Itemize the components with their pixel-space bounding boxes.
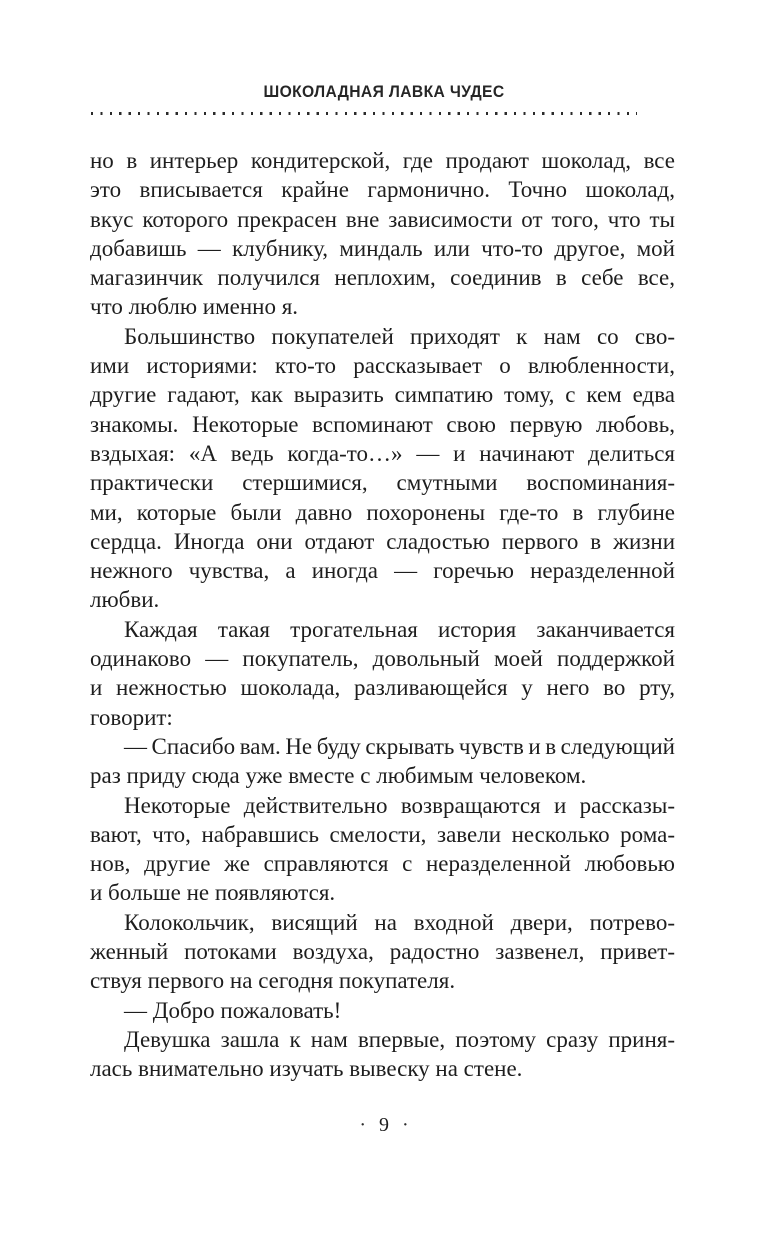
folio-ornament-right: · bbox=[402, 1114, 409, 1136]
paragraph bbox=[90, 146, 675, 322]
text-line: лась внимательно изучать вывеску на стене. bbox=[90, 1056, 523, 1082]
text-line: Большинство покупателей приходят к нам со сво- bbox=[124, 323, 675, 349]
text-line: — Добро пожаловать! bbox=[124, 997, 342, 1023]
text-line: говорит: bbox=[90, 704, 173, 730]
text-line: сердца. Иногда они отдают сладостью первого в жизни bbox=[90, 528, 675, 554]
text-line: вкус которого прекрасен вне зависимости от того, что ты bbox=[90, 206, 675, 232]
page-footer bbox=[0, 1112, 768, 1138]
text-line: добавишь — клубнику, миндаль или что-то другое, мой bbox=[90, 235, 675, 261]
text-line: — Спасибо вам. Не буду скрывать чувств и в следующий bbox=[124, 733, 675, 759]
text-line: женный потоками воздуха, радостно зазвенел, привет- bbox=[90, 939, 675, 965]
paragraph bbox=[90, 615, 675, 732]
text-line: магазинчик получился неплохим, соединив в себе все, bbox=[90, 265, 675, 291]
text-line: любви. bbox=[90, 587, 160, 613]
paragraph bbox=[90, 996, 675, 1025]
text-line: что люблю именно я. bbox=[90, 294, 299, 320]
text-line: раз приду сюда уже вместе с любимым человеком. bbox=[90, 763, 587, 789]
text-line: знакомы. Некоторые вспоминают свою первую любовь, bbox=[90, 411, 675, 437]
text-line: вают, что, набравшись смелости, завели несколько рома- bbox=[90, 821, 675, 847]
text-line: это вписывается крайне гармонично. Точно шоколад, bbox=[90, 177, 675, 203]
text-line: нов, другие же справляются с неразделенной любовью bbox=[90, 851, 675, 877]
folio-ornament-left: · bbox=[359, 1114, 366, 1136]
body-text bbox=[90, 146, 675, 1084]
text-line: но в интерьер кондитерской, где продают шоколад, все bbox=[90, 148, 675, 173]
paragraph bbox=[90, 908, 675, 996]
text-line: Девушка зашла к нам впервые, поэтому сразу приня- bbox=[124, 1026, 675, 1052]
paragraph bbox=[90, 732, 675, 791]
dotted-rule bbox=[91, 112, 637, 115]
text-line: практически стершимися, смутными воспоминания- bbox=[90, 470, 675, 496]
text-line: Каждая такая трогательная история заканчивается bbox=[124, 616, 675, 642]
text-line: другие гадают, как выразить симпатию тому, с кем едва bbox=[90, 382, 675, 408]
text-line: вздыхая: «А ведь когда-то…» — и начинают делиться bbox=[90, 440, 675, 466]
paragraph bbox=[90, 1025, 675, 1084]
text-line: ствуя первого на сегодня покупателя. bbox=[90, 968, 456, 994]
chapter-title: ШОКОЛАДНАЯ ЛАВКА ЧУДЕС bbox=[263, 82, 505, 101]
text-line: ими историями: кто-то рассказывает о влюбленности, bbox=[90, 353, 675, 379]
text-line: одинаково — покупатель, довольный моей поддержкой bbox=[90, 646, 675, 672]
paragraph bbox=[90, 322, 675, 615]
text-line: Колокольчик, висящий на входной двери, потрево- bbox=[124, 909, 675, 935]
running-header bbox=[0, 82, 768, 103]
text-line: ми, которые были давно похоронены где-то в глубине bbox=[90, 499, 675, 525]
text-line: и больше не появляются. bbox=[90, 880, 336, 906]
text-line: и нежностью шоколада, разливающейся у него во рту, bbox=[90, 675, 675, 701]
page-number: 9 bbox=[379, 1114, 389, 1136]
text-line: Некоторые действительно возвращаются и рассказы- bbox=[124, 792, 675, 818]
text-line: нежного чувства, а иногда — горечью неразделенной bbox=[90, 558, 675, 584]
paragraph bbox=[90, 791, 675, 908]
